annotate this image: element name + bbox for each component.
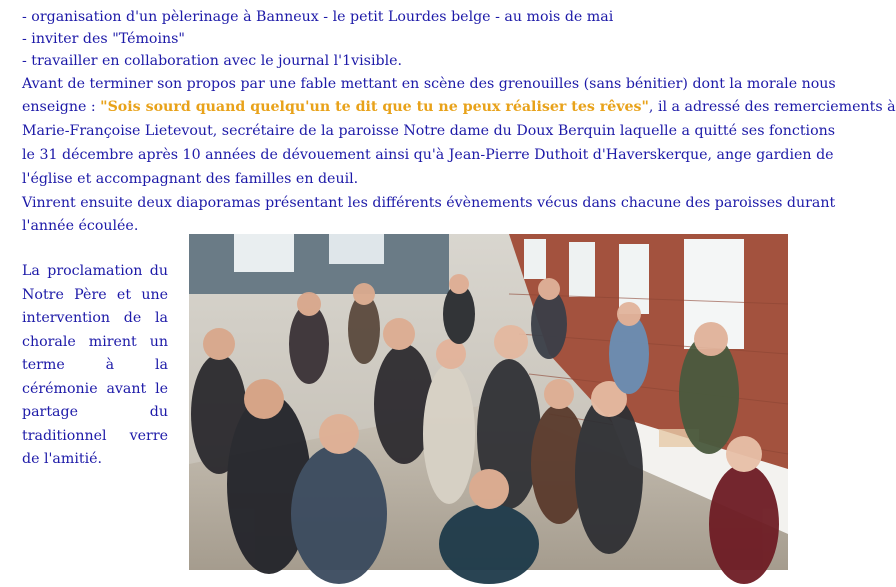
- paragraph2-line1: Vinrent ensuite deux diaporamas présentant les différents évènements vécus dans chacune des paroisses durant: [22, 195, 836, 211]
- closing-paragraph: La proclamation du Notre Père et une intervention de la chorale mirent un terme à la cérémonie avant le partage du traditionnel verre de l'amitié.: [22, 263, 168, 467]
- paragraph1-line4: le 31 décembre après 10 années de dévouement ainsi qu'à Jean-Pierre Duthoit d'Haverskerque, ange gardien de: [22, 147, 834, 163]
- paragraph1-line2: [22, 97, 896, 118]
- reception-photo: [189, 234, 788, 570]
- paragraph1-suffix: , il a adressé des remerciements à: [648, 99, 896, 115]
- paragraph2-line2: l'année écoulée.: [22, 218, 139, 234]
- paragraph1-line5: l'église et accompagnant des familles en deuil.: [22, 171, 359, 187]
- paragraph1-line1: Avant de terminer son propos par une fable mettant en scène des grenouilles (sans bénitier) dont la morale nous: [22, 76, 836, 92]
- fable-quote: "Sois sourd quand quelqu'un te dit que tu ne peux réaliser tes rêves": [100, 99, 649, 115]
- bullet-pilgrimage: - organisation d'un pèlerinage à Banneux - le petit Lourdes belge - au mois de mai: [22, 9, 614, 25]
- paragraph1-line3: Marie-Françoise Lietevout, secrétaire de la paroisse Notre dame du Doux Berquin laquelle a quitté ses fonctions: [22, 123, 836, 139]
- bullet-witnesses: - inviter des "Témoins": [22, 31, 185, 47]
- reception-photo-illustration: [189, 234, 788, 570]
- paragraph1-prefix: enseigne :: [22, 99, 101, 115]
- bullet-journal: - travailler en collaboration avec le journal l'1visible.: [22, 53, 403, 69]
